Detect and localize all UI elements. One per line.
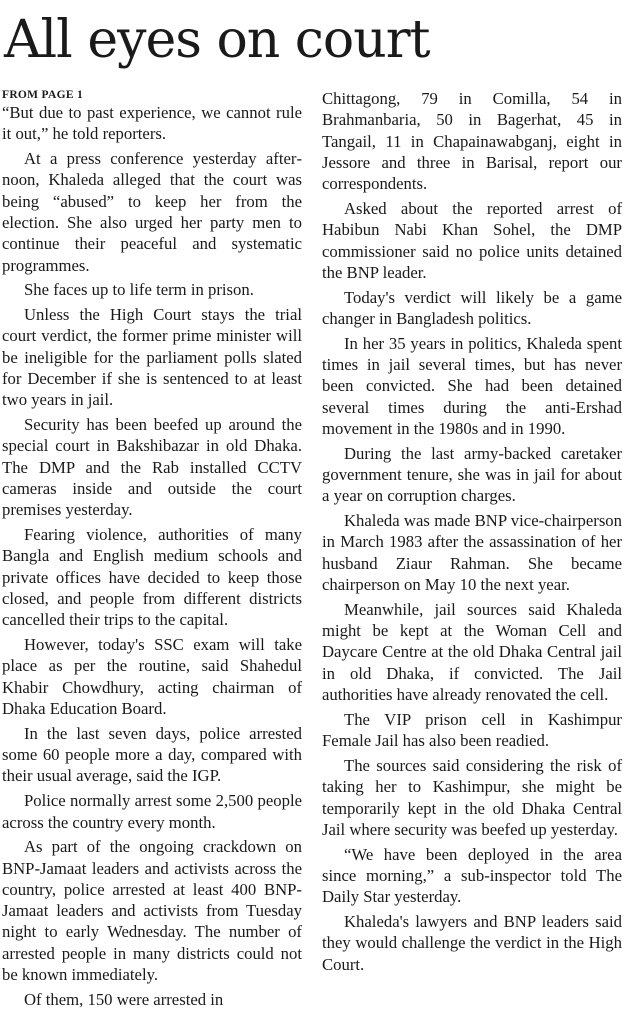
continuation-kicker: FROM PAGE 1 xyxy=(2,89,84,101)
paragraph: “But due to past experience, we cannot rule it out,” he told reporters. xyxy=(2,103,302,144)
paragraph: Meanwhile, jail sources said Khaleda might be kept at the Woman Cell and Daycare Centre at the old Dhaka Central jail in old Dhaka, if convicted. The Jail authorities have already renovated the cell. xyxy=(322,599,622,705)
headline: All eyes on court xyxy=(4,10,430,70)
paragraph: Of them, 150 were arrested in xyxy=(24,989,224,1009)
paragraph: She faces up to life term in prison. xyxy=(24,280,254,300)
paragraph: Today's verdict will likely be a game changer in Bangladesh politics. xyxy=(322,287,622,328)
paragraph: The sources said considering the risk of taking her to Kashimpur, she might be temporarily kept in the old Dhaka Central Jail where security was beefed up yesterday. xyxy=(322,755,622,839)
paragraph: The VIP prison cell in Kashimpur Female Jail has also been readied. xyxy=(322,709,622,751)
left-column xyxy=(2,88,302,1010)
paragraph: Chittagong, 79 in Comilla, 54 in Brahmanbaria, 50 in Bagerhat, 45 in Tangail, 11 in Chapainawabganj, eight in Jessore and three in Barisal, report our correspondents. xyxy=(322,89,622,194)
paragraph: However, today's SSC exam will take place as per the routine, said Shahedul Khabir Chowdhury, acting chairman of Dhaka Education Board. xyxy=(2,635,302,719)
paragraph: At a press conference yesterday afternoon, Khaleda alleged that the court was being “abused” to keep her from the election. She also urged her party men to continue their peaceful and systematic programmes. xyxy=(2,149,302,275)
paragraph: “We have been deployed in the area since morning,” a sub-inspector told The Daily Star yesterday. xyxy=(322,844,622,907)
paragraph: In the last seven days, police arrested some 60 people more a day, compared with their usual average, said the IGP. xyxy=(2,723,302,786)
paragraph: Asked about the reported arrest of Habibun Nabi Khan Sohel, the DMP commissioner said no police units detained the BNP leader. xyxy=(322,198,622,282)
paragraph: During the last army-backed caretaker government tenure, she was in jail for about a year on corruption charges. xyxy=(322,443,622,506)
paragraph: As part of the ongoing crackdown on BNP-Jamaat leaders and activists across the country, police arrested at least 400 BNP-Jamaat leaders and activists from Tuesday night to early Wednesday. The number of arrested people in many districts could not be known immediately. xyxy=(2,837,302,985)
paragraph: Police normally arrest some 2,500 people across the country every month. xyxy=(2,791,302,832)
paragraph: Khaleda was made BNP vice-chairperson in March 1983 after the assassination of her husband Ziaur Rahman. She became chairperson on May 10 the next year. xyxy=(322,511,622,595)
paragraph: In her 35 years in politics, Khaleda spent times in jail several times, but has never been convicted. She had been detained several times during the anti-Ershad movement in the 1980s and in 1990. xyxy=(322,333,622,438)
paragraph: Unless the High Court stays the trial court verdict, the former prime minister will be ineligible for the parliament polls slated for December if she is sentenced to at least two years in jail. xyxy=(2,305,302,410)
right-column xyxy=(322,88,622,975)
paragraph: Khaleda's lawyers and BNP leaders said they would challenge the verdict in the High Court. xyxy=(322,911,622,974)
paragraph: Fearing violence, authorities of many Bangla and English medium schools and private offices have decided to keep those closed, and people from different districts cancelled their trips to the capital. xyxy=(2,525,302,630)
paragraph: Security has been beefed up around the special court in Bakshibazar in old Dhaka. The DMP and the Rab installed CCTV cameras inside and outside the court premises yesterday. xyxy=(2,415,302,520)
